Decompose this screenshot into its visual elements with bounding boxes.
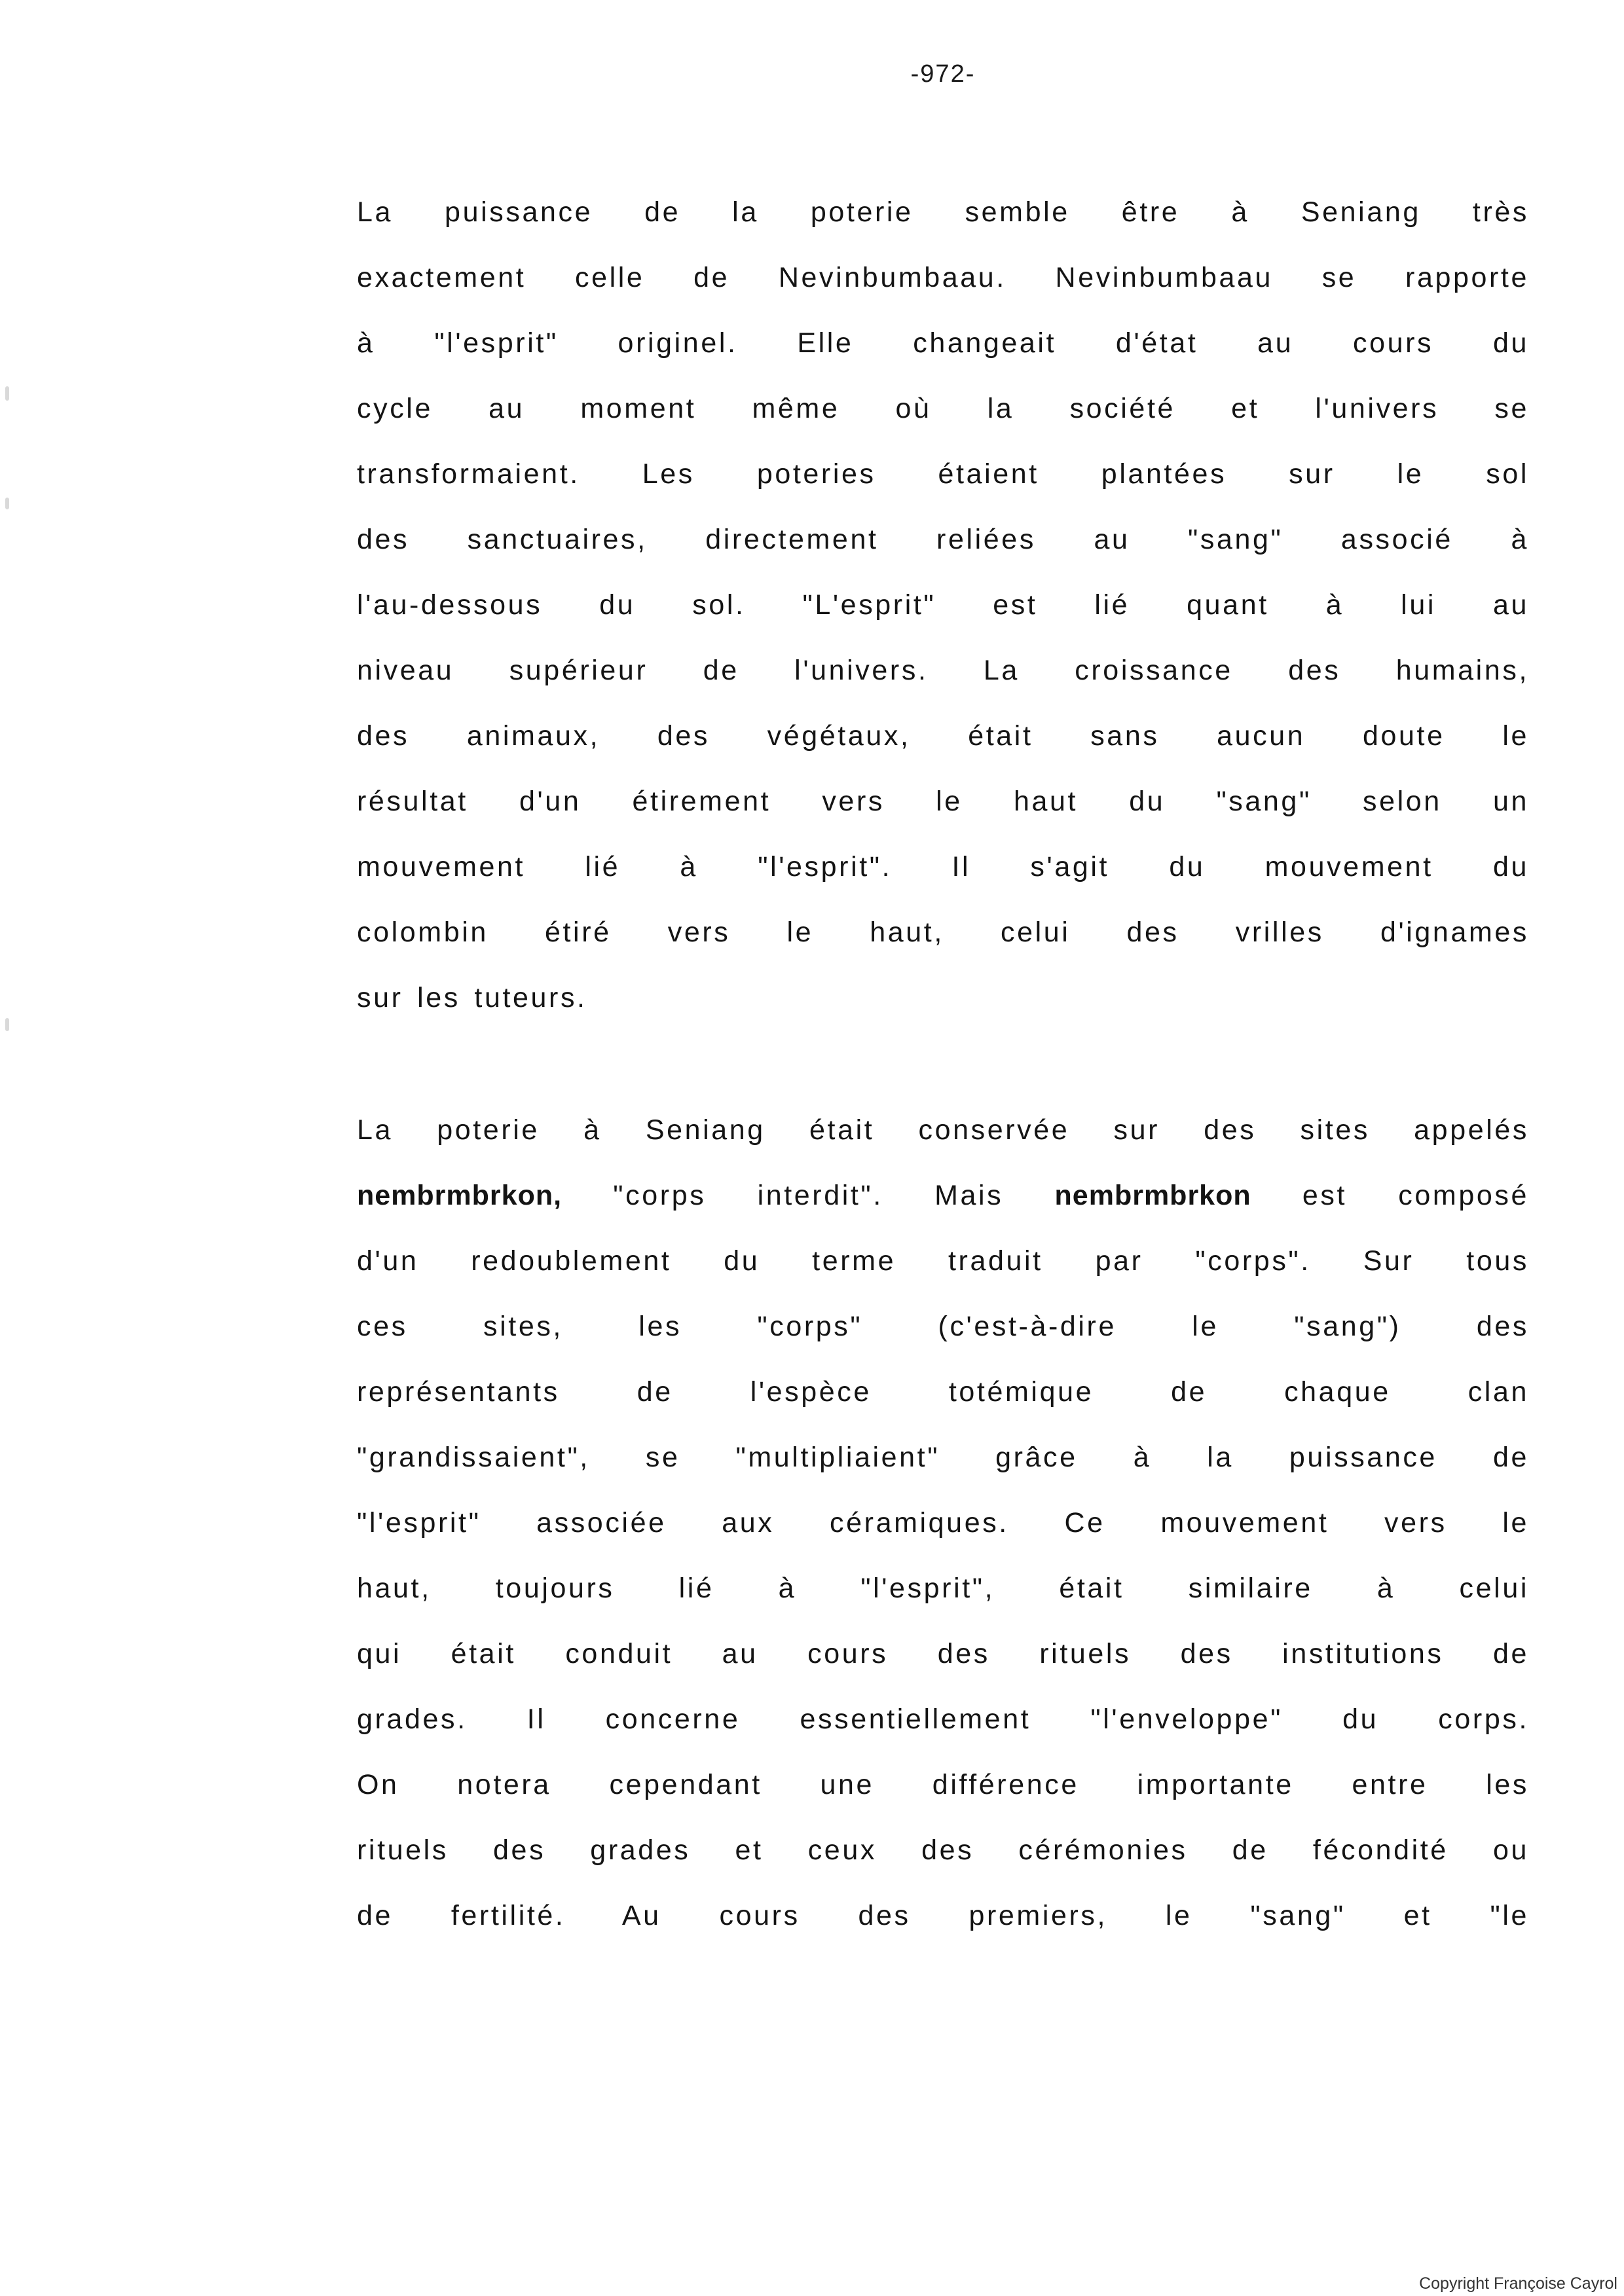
text-line [357, 1556, 1529, 1621]
text-segment: ces sites, les "corps" (c'est-à-dire le "sang") des [357, 1311, 1529, 1342]
text-segment: résultat d'un étirement vers le haut du "sang" selon un [357, 786, 1529, 817]
text-segment: rituels des grades et ceux des cérémonies de fécondité ou [357, 1834, 1529, 1866]
text-line [357, 1686, 1529, 1752]
paragraph-2 [357, 1097, 1529, 1948]
text-segment: cycle au moment même où la société et l'univers se [357, 393, 1529, 424]
text-line [357, 1817, 1529, 1883]
bold-term: nembrmbrkon [1054, 1180, 1251, 1211]
text-line [357, 572, 1529, 638]
scan-artifact [5, 1018, 9, 1031]
text-line [357, 245, 1529, 310]
text-line [357, 1621, 1529, 1686]
text-segment: est composé [1251, 1180, 1529, 1211]
text-line [357, 310, 1529, 376]
text-segment: d'un redoublement du terme traduit par "corps". Sur tous [357, 1245, 1529, 1277]
text-segment: "grandissaient", se "multipliaient" grâce à la puissance de [357, 1442, 1529, 1473]
text-segment: des animaux, des végétaux, était sans aucun doute le [357, 720, 1529, 752]
text-line [357, 1425, 1529, 1490]
text-line [357, 376, 1529, 441]
text-line [357, 1294, 1529, 1359]
text-segment: de fertilité. Au cours des premiers, le "sang" et "le [357, 1900, 1529, 1931]
text-segment: mouvement lié à "l'esprit". Il s'agit du mouvement du [357, 851, 1529, 883]
page-number: -972- [910, 60, 976, 88]
text-line [357, 441, 1529, 507]
text-line [357, 1359, 1529, 1425]
text-segment: représentants de l'espèce totémique de chaque clan [357, 1376, 1529, 1408]
text-line [357, 179, 1529, 245]
text-segment: La puissance de la poterie semble être à Seniang très [357, 196, 1529, 228]
paragraph-1 [357, 179, 1529, 1030]
text-line [357, 507, 1529, 572]
text-segment: exactement celle de Nevinbumbaau. Nevinbumbaau se rapporte [357, 262, 1529, 293]
text-segment: "corps interdit". Mais [562, 1180, 1055, 1211]
bold-term: nembrmbrkon, [357, 1180, 563, 1211]
text-line [357, 1097, 1529, 1163]
text-line [357, 965, 1529, 1030]
text-segment: transformaient. Les poteries étaient plantées sur le sol [357, 458, 1529, 490]
text-line [357, 1752, 1529, 1817]
scan-artifact [5, 498, 9, 509]
text-segment: colombin étiré vers le haut, celui des vrilles d'ignames [357, 917, 1529, 948]
text-segment: des sanctuaires, directement reliées au "sang" associé à [357, 524, 1529, 555]
text-line [357, 638, 1529, 703]
scan-artifact [5, 386, 9, 401]
text-segment: qui était conduit au cours des rituels des institutions de [357, 1638, 1529, 1669]
text-segment: La poterie à Seniang était conservée sur des sites appelés [357, 1114, 1529, 1146]
text-segment: "l'esprit" associée aux céramiques. Ce mouvement vers le [357, 1507, 1529, 1539]
text-segment: l'au-dessous du sol. "L'esprit" est lié quant à lui au [357, 589, 1529, 621]
text-line [357, 1228, 1529, 1294]
text-line [357, 1163, 1529, 1228]
text-segment: haut, toujours lié à "l'esprit", était similaire à celui [357, 1573, 1529, 1604]
text-line [357, 834, 1529, 900]
text-segment: niveau supérieur de l'univers. La croissance des humains, [357, 655, 1529, 686]
text-segment: grades. Il concerne essentiellement "l'enveloppe" du corps. [357, 1704, 1529, 1735]
text-segment: sur les tuteurs. [357, 982, 587, 1013]
text-line [357, 703, 1529, 769]
text-segment: à "l'esprit" originel. Elle changeait d'état au cours du [357, 327, 1529, 359]
text-line [357, 900, 1529, 965]
text-segment: On notera cependant une différence importante entre les [357, 1769, 1529, 1800]
text-line [357, 1883, 1529, 1948]
text-line [357, 1490, 1529, 1556]
copyright-notice: Copyright Françoise Cayrol [1419, 2274, 1617, 2293]
text-line [357, 769, 1529, 834]
